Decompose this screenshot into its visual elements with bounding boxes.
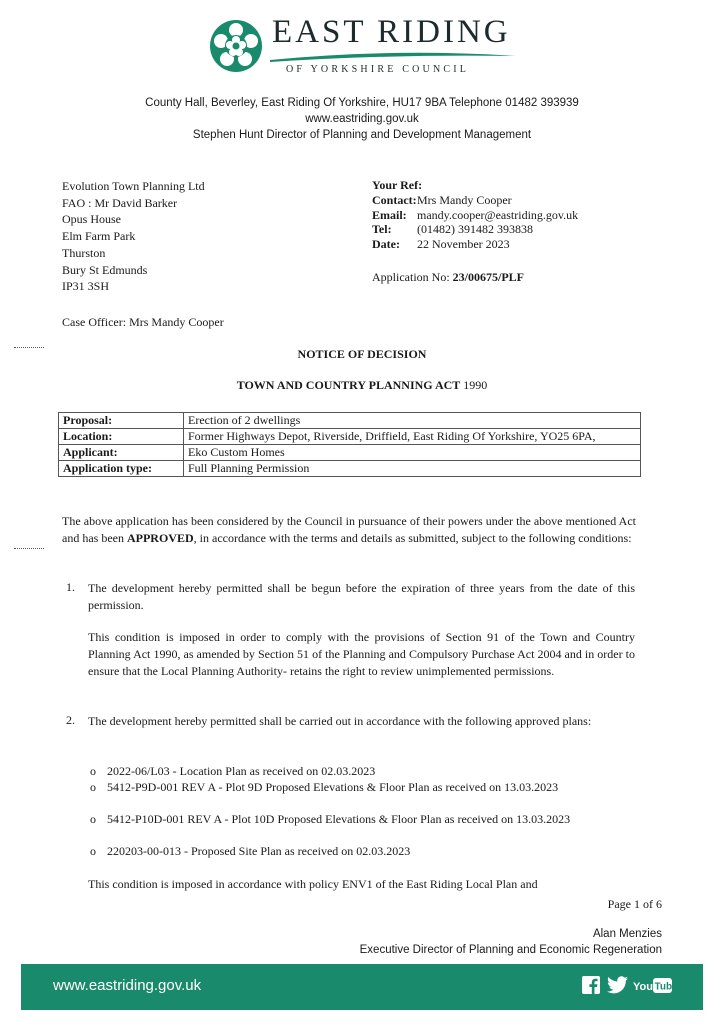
brand-name: EAST RIDING [272,14,511,50]
table-row [59,461,641,477]
act-title: TOWN AND COUNTRY PLANNING ACT 1990 [236,378,488,392]
tel-value: (01482) 391482 393838 [417,222,533,237]
intro-paragraph: The above application has been considered by the Council in pursuance of their powers under the above mentioned Act and has been APPROVED, in accordance with the terms and details as submitted, subject to the following conditions: [62,514,636,545]
condition-2-reason: This condition is imposed in accordance with policy ENV1 of the East Riding Local Plan and [88,877,538,891]
youtube-tube-label: Tube [654,981,678,993]
notice-title: NOTICE OF DECISION [297,347,427,361]
date-label: Date: [372,237,400,252]
recipient-address [62,178,205,295]
recipient-line: Evolution Town Planning Ltd [62,179,205,193]
brand-swoosh-decoration [268,50,518,64]
council-website[interactable]: www.eastriding.gov.uk [305,113,419,125]
youtube-you-label: You [633,981,653,993]
condition-1-text: The development hereby permitted shall be begun before the expiration of three years from the date of this permission. [88,581,635,612]
margin-mark [14,548,44,549]
council-address-line: County Hall, Beverley, East Riding Of Yorkshire, HU17 9BA Telephone 01482 393939 [145,97,579,109]
plan-item: o 220203-00-013 - Proposed Site Plan as received on 02.03.2023 [90,844,411,858]
page-count: Page 1 of 6 [607,897,662,911]
twitter-icon[interactable] [607,976,628,994]
signatory-title: Executive Director of Planning and Economic Regeneration [359,944,662,956]
tel-label: Tel: [372,222,392,237]
email-value[interactable]: mandy.cooper@eastriding.gov.uk [417,207,579,222]
table-label: Applicant: [59,445,184,461]
footer-website-link[interactable]: www.eastriding.gov.uk [53,977,202,994]
plan-item: o 5412-P9D-001 REV A - Plot 9D Proposed Elevations & Floor Plan as received on 13.03.2023 [90,780,559,794]
table-row [59,413,641,429]
application-label: Application No: [372,270,450,284]
table-label: Location: [59,429,184,445]
plan-item: o 5412-P10D-001 REV A - Plot 10D Proposed Elevations & Floor Plan as received on 13.03.2023 [90,812,571,826]
recipient-line: Elm Farm Park [62,229,136,244]
case-officer: Case Officer: Mrs Mandy Cooper [62,315,224,329]
council-rose-logo-icon [208,18,264,74]
condition-1-reason: This condition is imposed in order to comply with the provisions of Section 91 of the Town and Country Planning Act 1990, as amended by Section 51 of the Planning and Compulsory Purchase Act 2004 and in order to ensure that the Local Planning Authority- retains the right to review unimplemented permissions. [88,630,635,678]
recipient-line: IP31 3SH [62,279,110,294]
recipient-line: FAO : Mr David Barker [62,195,178,210]
recipient-line: Bury St Edmunds [62,262,148,277]
condition-2-text: The development hereby permitted shall be carried out in accordance with the following approved plans: [88,714,592,728]
application-info-table [58,412,641,477]
date-value: 22 November 2023 [417,237,510,252]
table-value: Former Highways Depot, Riverside, Driffield, East Riding Of Yorkshire, YO25 6PA, [184,429,641,445]
contact-label: Contact: [372,192,417,207]
table-row [59,429,641,445]
footer-banner [21,964,703,1010]
youtube-icon[interactable] [633,977,678,995]
facebook-icon[interactable] [582,976,600,994]
brand-subtitle: OF YORKSHIRE COUNCIL [286,64,470,75]
table-row [59,445,641,461]
recipient-line: Thurston [62,245,106,260]
table-label: Application type: [59,461,184,477]
director-line: Stephen Hunt Director of Planning and Development Management [192,129,532,141]
application-value: 23/00675/PLF [452,270,524,284]
signatory-name: Alan Menzies [592,928,662,940]
application-number [372,270,524,285]
table-value: Full Planning Permission [184,461,641,477]
table-label: Proposal: [59,413,184,429]
contact-value: Mrs Mandy Cooper [417,192,512,207]
table-value: Eko Custom Homes [184,445,641,461]
reference-block [372,178,578,252]
email-label: Email: [372,207,407,222]
recipient-line: Opus House [62,212,121,227]
your-ref-label: Your Ref: [372,178,423,192]
condition-number: 1. [66,580,75,594]
plan-item: o 2022-06/L03 - Location Plan as received on 02.03.2023 [90,764,376,778]
condition-number: 2. [66,713,75,727]
table-value: Erection of 2 dwellings [184,413,641,429]
